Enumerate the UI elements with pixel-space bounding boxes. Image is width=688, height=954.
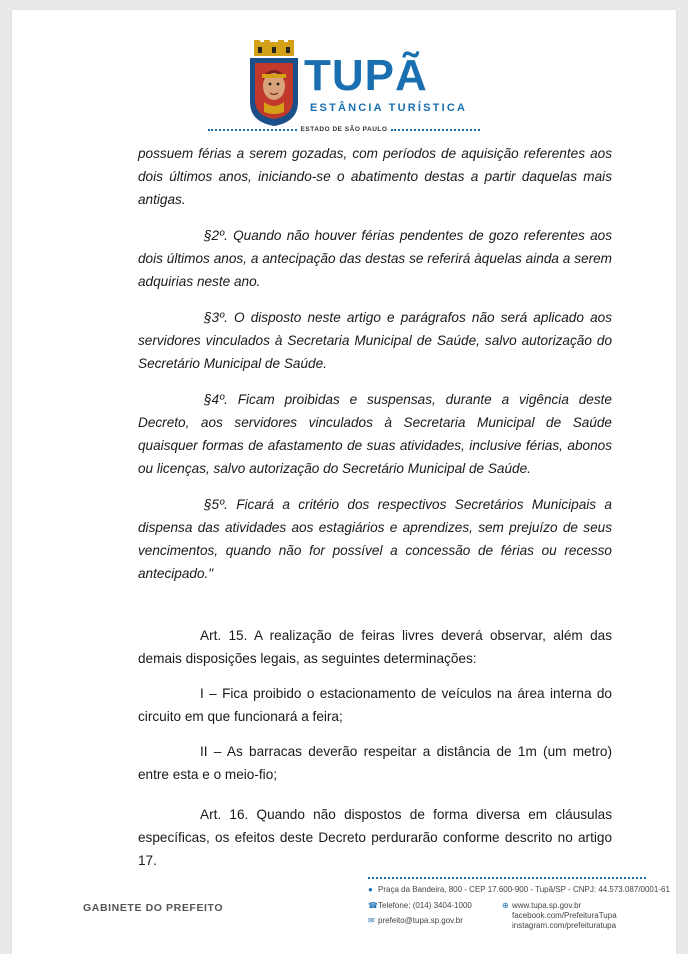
- article-15-item-2: II – As barracas deverão respeitar a distância de 1m (um metro) entre esta e o meio-fio;: [138, 744, 612, 782]
- footer-facebook: [512, 911, 617, 921]
- article-16: Art. 16. Quando não dispostos de forma diversa em cláusulas específicas, os efeitos deste Decreto perdurarão conforme descrito no artigo 17.: [138, 807, 612, 868]
- article-15: Art. 15. A realização de feiras livres deverá observar, além das demais disposições legais, as seguintes determinações:: [138, 628, 612, 666]
- paragraph-continuation: possuem férias a serem gozadas, com períodos de aquisição referentes aos dois últimos anos, iniciando-se o abatimento destas a partir daquelas mais antigas.: [138, 146, 612, 207]
- location-pin-icon: ●: [368, 885, 373, 894]
- phone-text: Telefone: (014) 3404-1000: [378, 901, 472, 910]
- website-text: www.tupa.sp.gov.br: [512, 901, 582, 910]
- footer-website: [502, 901, 581, 911]
- state-label: ESTADO DE SÃO PAULO: [300, 126, 388, 133]
- decree-paragraphs: [138, 142, 612, 598]
- paragraph-2: §2º. Quando não houver férias pendentes de gozo referentes aos dois últimos anos, a antecipação das destas se referirá àquelas ainda a serem adquirias neste ano.: [138, 228, 612, 289]
- dotted-divider: [391, 129, 480, 131]
- facebook-text: facebook.com/PrefeituraTupa: [512, 911, 617, 920]
- globe-icon: ⊕: [502, 901, 509, 910]
- footer-email: [368, 916, 463, 926]
- state-line: [208, 126, 480, 133]
- paragraph-5: §5º. Ficará a critério dos respectivos Secretários Municipais a dispensa das atividades aos estagiários e aprendizes, sem prejuízo de seus vencimentos, quando não for possível a concessão de férias ou recesso antecipado.": [138, 497, 612, 581]
- office-name: GABINETE DO PREFEITO: [83, 902, 224, 914]
- paragraph-4: §4º. Ficam proibidas e suspensas, durante a vigência deste Decreto, aos servidores vinculados à Secretaria Municipal de Saúde quaisquer formas de afastamento de suas atividades, inclusive férias, abonos ou licenças, salvo autorização do Secretário Municipal de Saúde.: [138, 392, 612, 476]
- footer-instagram: [512, 921, 616, 931]
- address-text: Praça da Bandeira, 800 - CEP 17.600-900 - Tupã/SP - CNPJ: 44.573.087/0001-61: [378, 885, 670, 894]
- footer-phone: [368, 901, 472, 911]
- email-icon: ✉: [368, 916, 375, 925]
- dotted-divider: [208, 129, 297, 131]
- instagram-text: instagram.com/prefeituratupa: [512, 921, 617, 930]
- footer-dotted-divider: [368, 877, 646, 879]
- brand-name: TUPÃ: [304, 51, 428, 100]
- phone-icon: ☎: [368, 901, 378, 910]
- article-15-item-1: I – Fica proibido o estacionamento de veículos na área interna do circuito em que funcionará a feira;: [138, 686, 612, 724]
- letterhead: [12, 10, 676, 140]
- municipal-crest-icon: [248, 40, 300, 126]
- paragraph-3: §3º. O disposto neste artigo e parágrafos não será aplicado aos servidores vinculados à Secretaria Municipal de Saúde, salvo autorização do Secretário Municipal de Saúde.: [138, 310, 612, 371]
- email-text: prefeito@tupa.sp.gov.br: [378, 916, 463, 925]
- footer-address: [368, 885, 670, 895]
- document-page: [12, 10, 676, 954]
- brand-subtitle: ESTÂNCIA TURÍSTICA: [310, 102, 468, 114]
